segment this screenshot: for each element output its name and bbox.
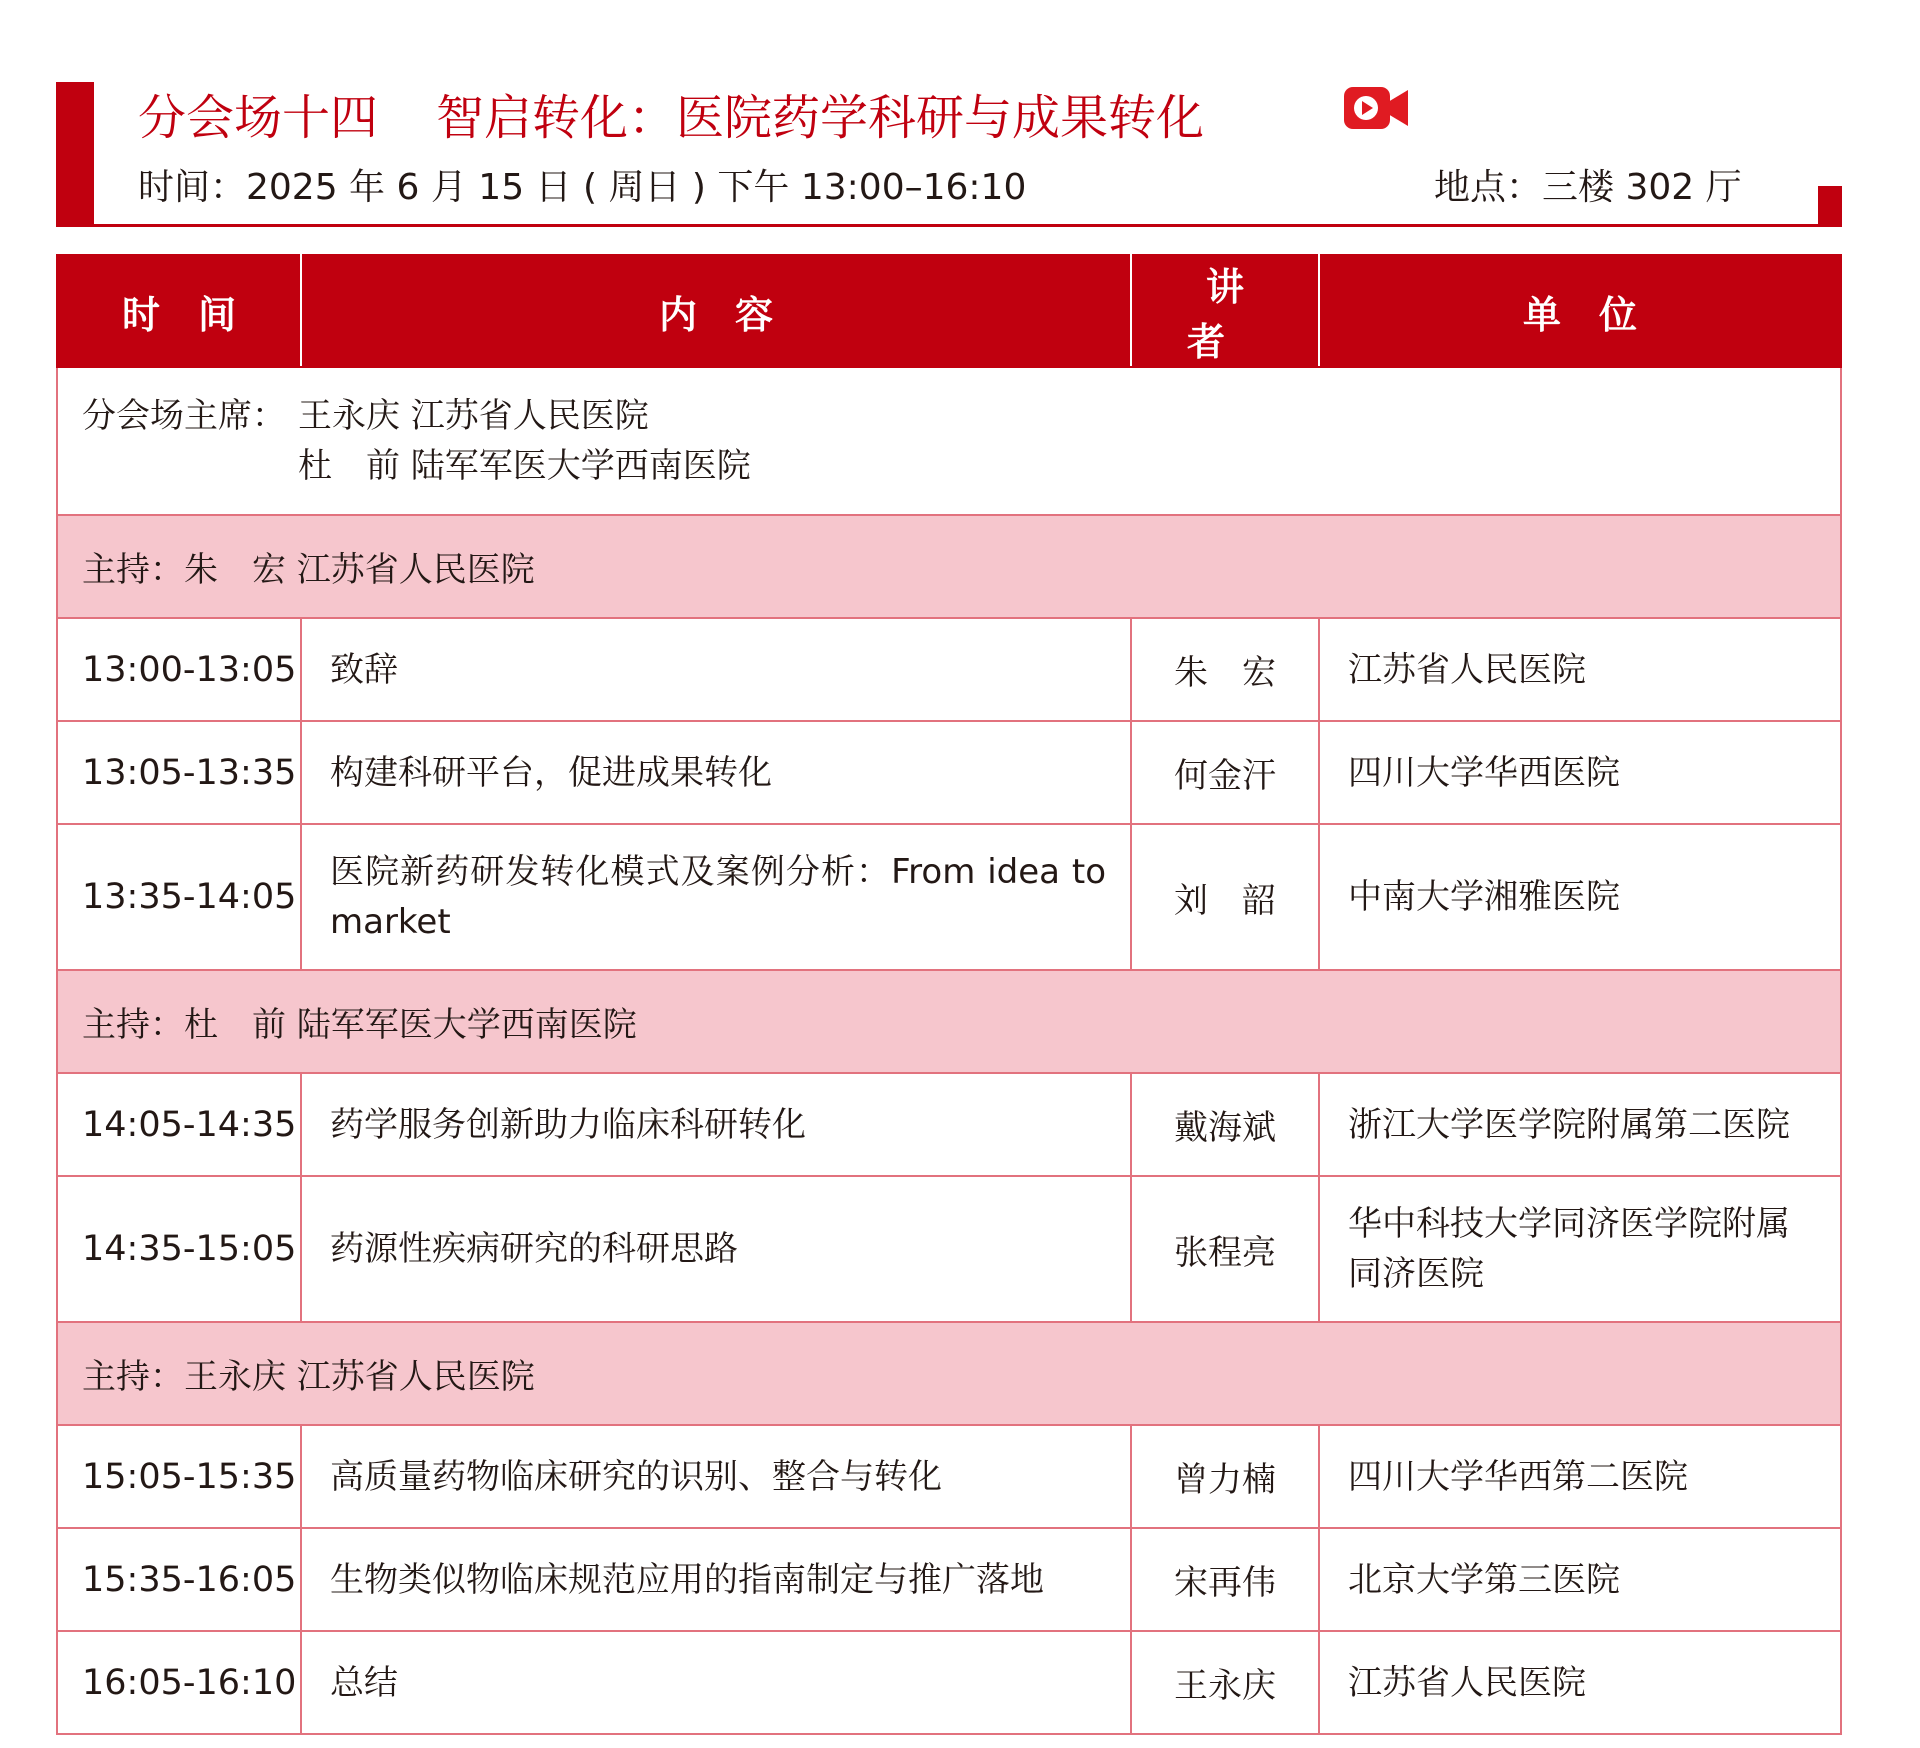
speaker-cell: 朱 宏 [1131, 618, 1319, 721]
chair-line-1: 王永庆 江苏省人民医院 [298, 396, 649, 436]
content-cell: 构建科研平台，促进成果转化 [301, 721, 1131, 824]
session-topic: 智启转化：医院药学科研与成果转化 [436, 89, 1205, 146]
speaker-cell: 曾力楠 [1131, 1425, 1319, 1528]
table-row [57, 1073, 1841, 1176]
chair-label: 分会场主席： [82, 396, 286, 436]
unit-cell: 江苏省人民医院 [1319, 1631, 1841, 1734]
speaker-cell: 王永庆 [1131, 1631, 1319, 1734]
agenda-table [56, 254, 1842, 1735]
header-accent-bar-right [1818, 186, 1842, 227]
content-cell: 生物类似物临床规范应用的指南制定与推广落地 [301, 1528, 1131, 1631]
host-cell: 主持：王永庆 江苏省人民医院 [57, 1322, 1841, 1425]
time-cell: 15:35-16:05 [57, 1528, 301, 1631]
column-header-content: 内容 [301, 255, 1131, 367]
speaker-cell: 刘 韶 [1131, 824, 1319, 970]
table-row [57, 1176, 1841, 1322]
table-row [57, 1631, 1841, 1734]
content-cell: 药源性疾病研究的科研思路 [301, 1176, 1131, 1322]
unit-cell: 华中科技大学同济医学院附属同济医院 [1319, 1176, 1841, 1322]
video-camera-icon[interactable] [1344, 87, 1408, 129]
time-cell: 15:05-15:35 [57, 1425, 301, 1528]
host-cell: 主持：朱 宏 江苏省人民医院 [57, 515, 1841, 618]
unit-cell: 中南大学湘雅医院 [1319, 824, 1841, 970]
session-number: 分会场十四 [138, 89, 379, 146]
time-cell: 14:05-14:35 [57, 1073, 301, 1176]
chair-line-2: 杜 前 陆军军医大学西南医院 [298, 446, 751, 486]
time-cell: 13:05-13:35 [57, 721, 301, 824]
table-row [57, 1528, 1841, 1631]
content-cell: 高质量药物临床研究的识别、整合与转化 [301, 1425, 1131, 1528]
session-time: 时间：2025 年 6 月 15 日 ( 周日 ) 下午 13:00–16:10 [138, 167, 1027, 208]
content-cell: 药学服务创新助力临床科研转化 [301, 1073, 1131, 1176]
time-cell: 13:00-13:05 [57, 618, 301, 721]
session-title [138, 78, 1204, 148]
unit-cell: 四川大学华西医院 [1319, 721, 1841, 824]
unit-cell: 四川大学华西第二医院 [1319, 1425, 1841, 1528]
content-cell [301, 824, 1131, 970]
table-row [57, 824, 1841, 970]
speaker-cell: 戴海斌 [1131, 1073, 1319, 1176]
table-row [57, 721, 1841, 824]
header-divider [56, 224, 1842, 227]
session-location: 地点：三楼 302 厅 [1434, 167, 1742, 208]
time-cell: 13:35-14:05 [57, 824, 301, 970]
table-row [57, 618, 1841, 721]
unit-cell: 江苏省人民医院 [1319, 618, 1841, 721]
column-header-time: 时间 [57, 255, 301, 367]
host-cell: 主持：杜 前 陆军军医大学西南医院 [57, 970, 1841, 1073]
host-row-2 [57, 970, 1841, 1073]
table-row [57, 1425, 1841, 1528]
column-header-speaker: 讲者 [1131, 255, 1319, 367]
content-cell: 总结 [301, 1631, 1131, 1734]
table-header-row [57, 255, 1841, 367]
unit-cell: 北京大学第三医院 [1319, 1528, 1841, 1631]
speaker-cell: 张程亮 [1131, 1176, 1319, 1322]
host-row-3 [57, 1322, 1841, 1425]
host-row-1 [57, 515, 1841, 618]
content-text: 医院新药研发转化模式及案例分析：From idea to market [330, 852, 1106, 942]
chair-cell [57, 367, 1841, 515]
column-header-unit: 单位 [1319, 255, 1841, 367]
speaker-cell: 何金汗 [1131, 721, 1319, 824]
time-cell: 16:05-16:10 [57, 1631, 301, 1734]
speaker-cell: 宋再伟 [1131, 1528, 1319, 1631]
content-cell: 致辞 [301, 618, 1131, 721]
chair-row [57, 367, 1841, 515]
header-accent-bar-left [56, 82, 94, 227]
unit-cell: 浙江大学医学院附属第二医院 [1319, 1073, 1841, 1176]
time-cell: 14:35-15:05 [57, 1176, 301, 1322]
